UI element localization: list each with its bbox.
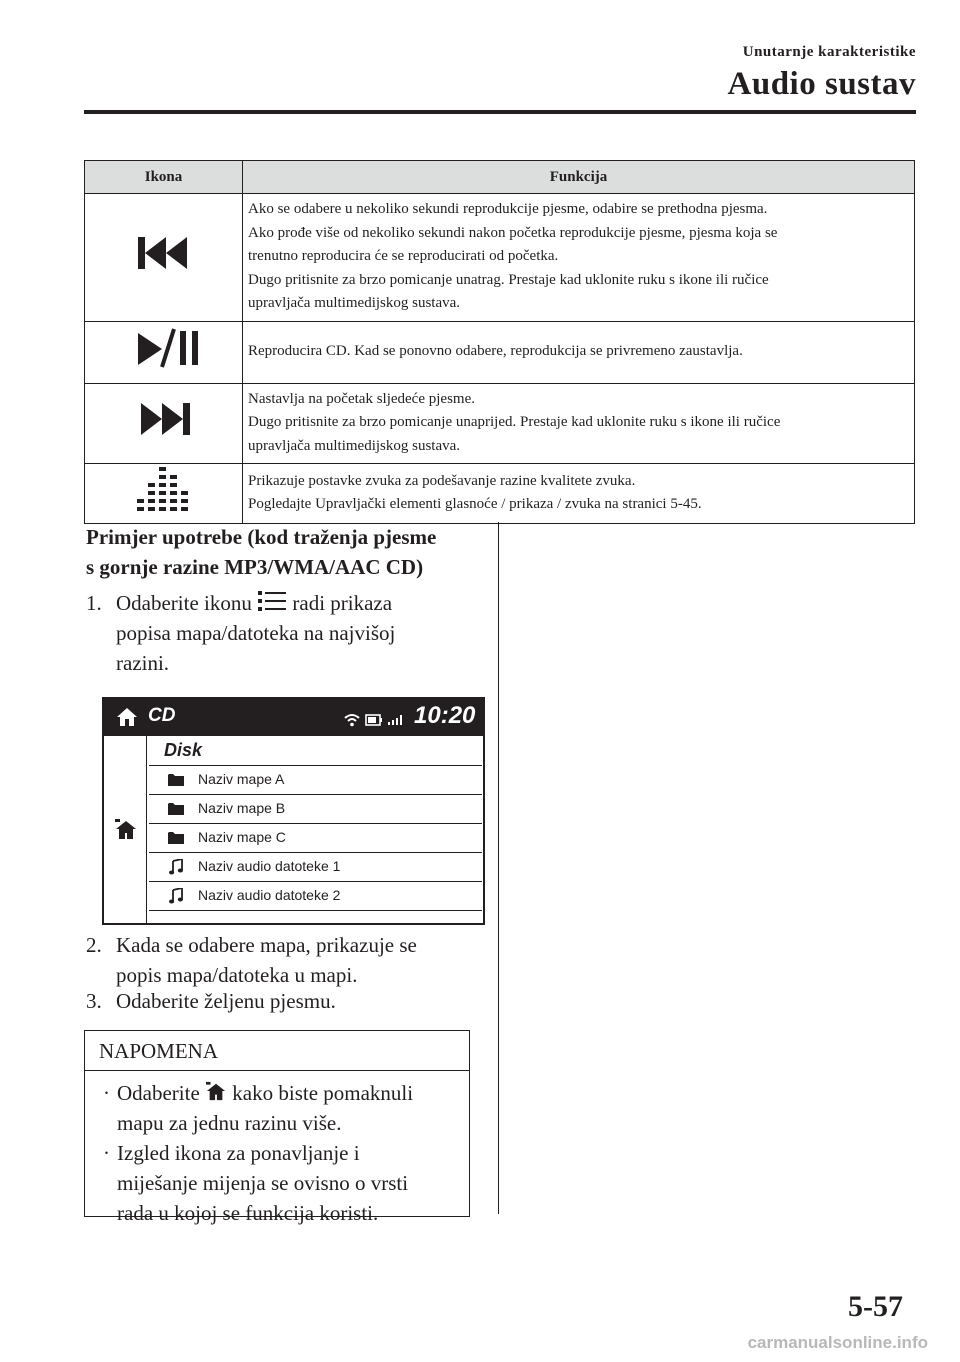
list-item[interactable] — [149, 795, 482, 823]
cell-line: Dugo pritisnite za brzo pomicanje unatrag. Prestaje kad uklonite ruku s ikone ili ručice — [248, 271, 769, 288]
signal-icon — [387, 713, 405, 725]
cell-line: Nastavlja na početak sljedeće pjesme. — [248, 390, 475, 407]
cell-line: Ako prođe više od nekoliko sekundi nakon početka reprodukcije pjesme, pjesma koja se — [248, 224, 778, 241]
cell-line: Prikazuje postavke zvuka za podešavanje razine kvalitete zvuka. — [248, 472, 636, 489]
home-icon — [116, 707, 138, 727]
list-item-label: Naziv audio datoteke 2 — [198, 887, 341, 903]
note-rule — [85, 1070, 469, 1071]
list-item[interactable] — [149, 882, 482, 910]
folder-icon — [168, 802, 184, 815]
list-item[interactable] — [149, 853, 482, 881]
step-number: 1. — [86, 591, 102, 615]
screen-source: CD — [148, 705, 176, 726]
table-row — [85, 464, 915, 524]
folder-up-icon[interactable] — [114, 818, 138, 840]
wifi-icon — [344, 713, 360, 727]
screen-side-panel — [104, 736, 147, 923]
cd-screen — [102, 697, 485, 925]
list-item[interactable] — [149, 766, 482, 794]
step-1: 1. Odaberite ikonu radi prikaza popisa mapa/datoteka na najvišoj razini. — [86, 588, 486, 678]
screen-clock: 10:20 — [414, 702, 476, 729]
step-number: 3. — [86, 989, 102, 1013]
cell-line: trenutno reproducira će se reproducirati od početka. — [248, 248, 559, 264]
table-row — [85, 194, 915, 322]
cell-line: upravljača multimedijskog sustava. — [248, 437, 461, 454]
play-pause-icon — [124, 325, 204, 371]
step-3: 3. Odaberite željenu pjesmu. — [86, 986, 486, 1016]
function-table — [84, 160, 915, 524]
list-item-label: Naziv mape B — [198, 800, 286, 816]
watermark: carmanualsonline.info — [747, 1333, 928, 1352]
cell-line: Pogledajte Upravljački elementi glasnoće / prikaza / zvuka na stranici 5-45. — [248, 496, 702, 512]
list-item-label: Naziv mape C — [198, 829, 286, 845]
example-heading: Primjer upotrebe (kod traženja pjesme s gornje razine MP3/WMA/AAC CD) — [86, 525, 437, 579]
cell-line: Reproducira CD. Kad se ponovno odabere, reprodukcija se privremeno zaustavlja. — [248, 342, 743, 359]
music-note-icon — [169, 859, 183, 875]
step-number: 2. — [86, 933, 102, 957]
screen-status-bar — [104, 699, 483, 736]
music-note-icon — [169, 888, 183, 904]
note-box — [84, 1030, 470, 1225]
column-divider — [498, 522, 499, 1214]
folder-icon — [168, 831, 184, 844]
page-title: Audio sustav — [727, 66, 916, 102]
table-row — [85, 383, 915, 464]
page-number: 5-57 — [848, 1290, 903, 1323]
cell-line: upravljača multimedijskog sustava. — [248, 295, 461, 311]
list-item-label: Naziv mape A — [198, 771, 285, 787]
step-2: 2. Kada se odabere mapa, prikazuje se popis mapa/datoteka u mapi. — [86, 930, 486, 990]
folder-up-icon — [205, 1081, 227, 1101]
header-icon: Ikona — [85, 161, 243, 194]
cell-line: Ako se odabere u nekoliko sekundi reprodukcije pjesme, odabire se prethodna pjesma. — [248, 201, 768, 217]
list-item[interactable] — [149, 824, 482, 852]
note-item: · Izgled ikona za ponavljanje i miješanje mijenja se ovisno o vrsti rada u kojoj se funkcija koristi. — [103, 1141, 409, 1225]
battery-icon — [365, 714, 383, 726]
table-header-row — [85, 161, 915, 194]
folder-icon — [168, 773, 184, 786]
screen-title: Disk — [164, 740, 203, 760]
row-divider — [149, 910, 482, 911]
sound-settings-icon — [136, 465, 192, 513]
section-title: Unutarnje karakteristike — [742, 44, 916, 60]
list-item-label: Naziv audio datoteke 1 — [198, 858, 341, 874]
header-function: Funkcija — [243, 161, 915, 194]
skip-forward-icon — [138, 401, 190, 437]
note-title: NAPOMENA — [99, 1039, 219, 1063]
header-rule — [84, 110, 916, 114]
skip-back-icon — [138, 235, 190, 271]
note-item: · Odaberite kako biste pomaknuli mapu za jednu razinu više. — [103, 1081, 414, 1135]
table-row — [85, 321, 915, 383]
cell-line: Dugo pritisnite za brzo pomicanje unaprijed. Prestaje kad uklonite ruku s ikone ili ručice — [248, 414, 781, 430]
list-icon — [257, 590, 287, 612]
